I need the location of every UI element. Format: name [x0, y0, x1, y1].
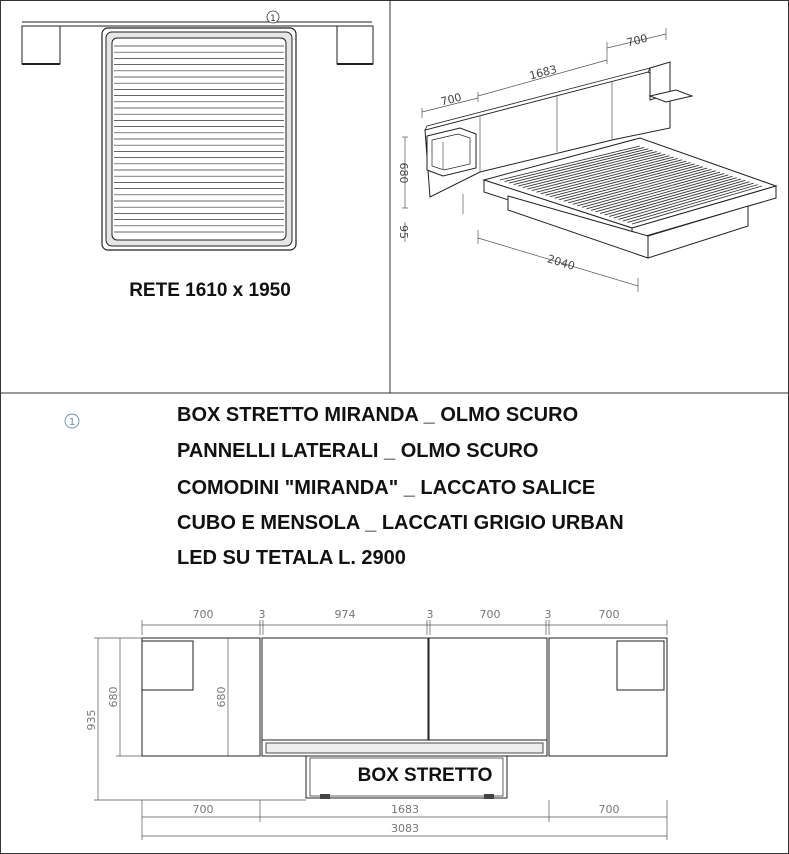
- dim-700-right: 700: [625, 31, 649, 50]
- legend-line-3: COMODINI "MIRANDA" _ LACCATO SALICE: [177, 477, 596, 499]
- bottom-dim-1683: 1683: [391, 803, 419, 816]
- box-stretto-label: BOX STRETTO: [357, 765, 493, 786]
- top-dim-3-c: 3: [544, 608, 552, 621]
- top-dim-700-a: 700: [192, 608, 214, 621]
- legend-line-1: BOX STRETTO MIRANDA _ OLMO SCURO: [177, 404, 579, 426]
- legend: [65, 404, 624, 569]
- legend-marker: 1: [68, 417, 76, 428]
- left-dim-680-a: 680: [107, 686, 120, 708]
- cube-front-right: [617, 641, 664, 690]
- left-dim-935: 935: [85, 709, 98, 731]
- top-dim-700-c: 700: [598, 608, 620, 621]
- marker-top: 1: [270, 14, 276, 24]
- dim-2040: 2040: [545, 252, 577, 273]
- rete-label: RETE 1610 x 1950: [129, 280, 291, 301]
- bottom-dim-700-b: 700: [598, 803, 620, 816]
- legend-line-2: PANNELLI LATERALI _ OLMO SCURO: [177, 440, 539, 462]
- top-dim-3-a: 3: [258, 608, 266, 621]
- bed-top-view: [22, 11, 373, 301]
- top-dim-ticks: [142, 620, 667, 635]
- top-dim-700-b: 700: [479, 608, 501, 621]
- front-plan: [85, 608, 667, 840]
- bed-isometric-view: [397, 28, 776, 292]
- dim-1683: 1683: [527, 62, 559, 83]
- nightstand-right: [337, 26, 373, 64]
- legend-line-4: CUBO E MENSOLA _ LACCATI GRIGIO URBAN: [177, 512, 624, 534]
- headboard-right: [429, 638, 547, 756]
- left-dim-680-b: 680: [215, 686, 228, 708]
- dim-95: 95: [397, 225, 410, 239]
- dim-700-left: 700: [439, 90, 463, 109]
- top-dim-974: 974: [334, 608, 356, 621]
- headboard-left: [262, 638, 428, 756]
- top-dim-3-b: 3: [426, 608, 434, 621]
- legend-line-5: LED SU TETALA L. 2900: [177, 547, 406, 569]
- bottom-dim-700-a: 700: [192, 803, 214, 816]
- bottom-dim-total: 3083: [391, 822, 419, 835]
- cube-front-left: [142, 641, 193, 690]
- dim-680: 680: [397, 162, 410, 184]
- nightstand-left: [22, 26, 60, 64]
